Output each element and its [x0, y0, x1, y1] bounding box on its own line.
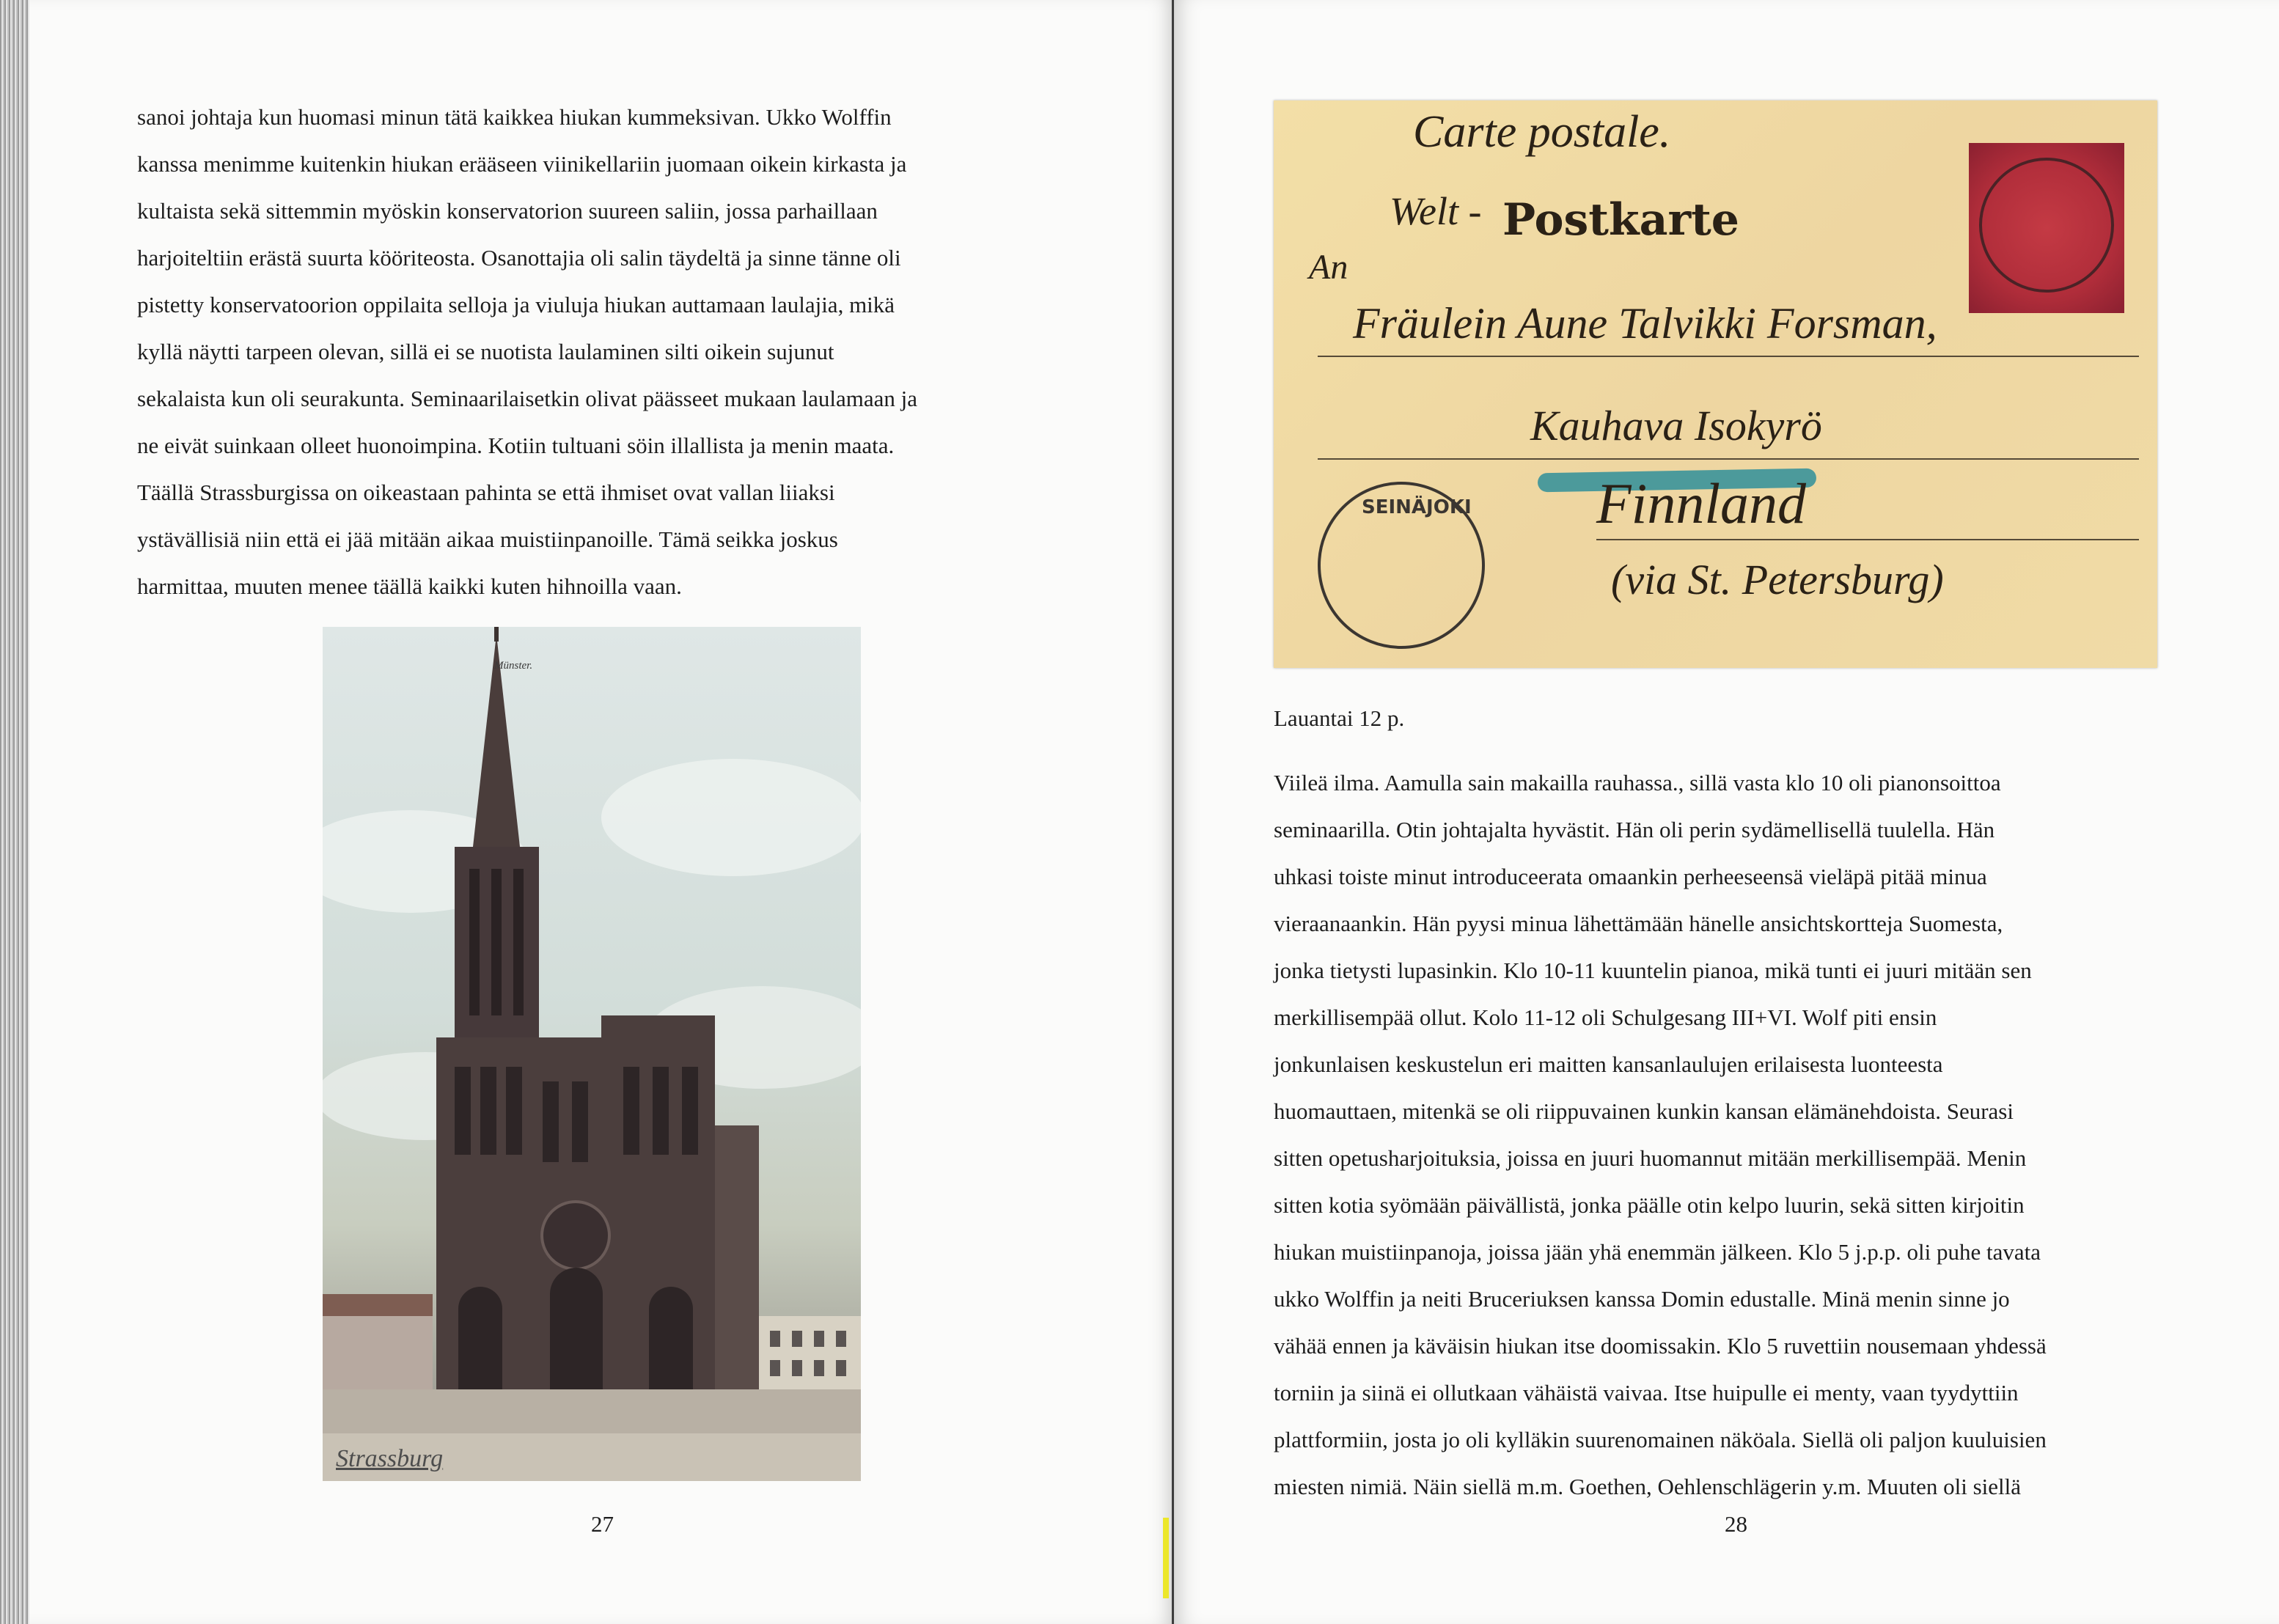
text-line: Viileä ilma. Aamulla sain makailla rauhassa., sillä vasta klo 10 oli pianonsoittoa: [1274, 770, 2001, 796]
text-line: vieraanaankin. Hän pyysi minua lähettämään hänelle ansichtskortteja Suomesta,: [1274, 911, 2003, 936]
text-line: hiukan muistiinpanoja, joissa jään yhä enemmän jälkeen. Klo 5 j.p.p. oli puhe tavata: [1274, 1239, 2041, 1265]
postmark-text: SEINÄJOKI: [1362, 496, 1472, 518]
address-rule: [1596, 539, 2139, 540]
right-page-paragraph: [1274, 760, 2205, 1510]
postcard-image: [1274, 100, 2157, 668]
text-line: jonkunlaisen keskustelun eri maitten kansanlaulujen erilaisesta luonteesta: [1274, 1051, 1943, 1077]
text-line: kultaista sekä sittemmin myöskin konservatorion suureen saliin, jossa parhaillaan: [137, 198, 878, 224]
cathedral-postcard-photo: [323, 627, 861, 1481]
photo-caption: Strassburg: [336, 1445, 444, 1472]
text-line: harmittaa, muuten menee täällä kaikki kuten hihnoilla vaan.: [137, 573, 682, 599]
text-line: seminaarilla. Otin johtajalta hyvästit. Hän oli perin sydämellisellä tuulella. Hän: [1274, 817, 1995, 842]
text-line: jonka tietysti lupasinkin. Klo 10-11 kuuntelin pianoa, mikä tunti ei juuri mitään sen: [1274, 958, 2032, 983]
stamp-postmark: [1979, 158, 2114, 293]
text-line: sanoi johtaja kun huomasi minun tätä kaikkea hiukan kummeksivan. Ukko Wolffin: [137, 104, 892, 130]
postcard-country: Finnland: [1596, 471, 1806, 535]
postcard-welt: Welt -: [1390, 189, 1482, 233]
text-line: Täällä Strassburgissa on oikeastaan pahinta se että ihmiset ovat vallan liiaksi: [137, 480, 835, 505]
text-line: miesten nimiä. Näin siellä m.m. Goethen, Oehlenschlägerin y.m. Muuten oli siellä: [1274, 1474, 2022, 1499]
text-line: kanssa menimme kuitenkin hiukan erääseen viinikellariin juomaan oikein kirkasta ja: [137, 151, 907, 177]
text-line: uhkasi toiste minut introduceerata omaankin perheeseensä vieläpä pitää minua: [1274, 864, 1987, 889]
date-heading: Lauantai 12 p.: [1274, 705, 1405, 731]
address-rule: [1318, 356, 2139, 357]
book-gutter: [1172, 0, 1174, 1624]
text-line: sekalaista kun oli seurakunta. Seminaarilaisetkin olivat päässeet mukaan laulamaan ja: [137, 386, 917, 411]
text-line: kyllä näytti tarpeen olevan, sillä ei se nuotista laulaminen silti oikein sujunut: [137, 339, 834, 364]
postcard-recipient: Fräulein Aune Talvikki Forsman,: [1353, 299, 1937, 348]
left-page-paragraph: [137, 94, 1076, 610]
text-line: harjoiteltiin erästä suurta kööriteosta. Osanottajia oli salin täydeltä ja sinne tänne oli: [137, 245, 901, 271]
page-number-left: 27: [591, 1511, 614, 1537]
book-page-edges: [0, 0, 29, 1624]
postcard-town: Kauhava Isokyrö: [1530, 402, 1822, 449]
text-line: pistetty konservatoorion oppilaita selloja ja viuluja hiukan auttamaan laulajia, mikä: [137, 292, 895, 317]
text-line: sitten kotia syömään päivällistä, jonka päälle otin kelpo luurin, sekä sitten kirjoitin: [1274, 1192, 2025, 1218]
address-rule: [1318, 458, 2139, 460]
bookmark-tab: [1163, 1518, 1169, 1598]
photo-top-label: Münster.: [494, 660, 533, 672]
text-line: ne eivät suinkaan olleet huonoimpina. Kotiin tultuani söin illallista ja menin maata.: [137, 433, 895, 458]
text-line: torniin ja siinä ei ollutkaan vähäistä vaivaa. Itse huipulle ei menty, vaan tyydyttiin: [1274, 1380, 2019, 1406]
postcard-postkarte: Postkarte: [1502, 194, 1739, 246]
text-line: vähää ennen ja käväisin hiukan itse doomissakin. Klo 5 ruvettiin nousemaan yhdessä: [1274, 1333, 2047, 1359]
text-line: ystävällisiä niin että ei jää mitään aikaa muistiinpanoille. Tämä seikka joskus: [137, 526, 838, 552]
text-line: ukko Wolffin ja neiti Bruceriuksen kanssa Domin edustalle. Minä menin sinne jo: [1274, 1286, 2010, 1312]
text-line: merkillisempää ollut. Kolo 11-12 oli Schulgesang III+VI. Wolf piti ensin: [1274, 1004, 1937, 1030]
postage-stamp: [1969, 143, 2124, 313]
text-line: huomauttaen, mitenkä se oli riippuvainen kunkin kansan elämänehdoista. Seurasi: [1274, 1098, 2014, 1124]
text-line: sitten opetusharjoituksia, joissa en juuri huomannut mitään merkillisempää. Menin: [1274, 1145, 2027, 1171]
text-line: plattformiin, josta jo oli kylläkin suurenomainen näköala. Siellä oli paljon kuuluisien: [1274, 1427, 2047, 1452]
cathedral-illustration: [323, 627, 861, 1481]
postcard-via: (via St. Petersburg): [1611, 556, 1944, 603]
postcard-title: Carte postale.: [1413, 107, 1671, 157]
page-number-right: 28: [1725, 1511, 1747, 1537]
postcard-an: An: [1309, 248, 1348, 287]
